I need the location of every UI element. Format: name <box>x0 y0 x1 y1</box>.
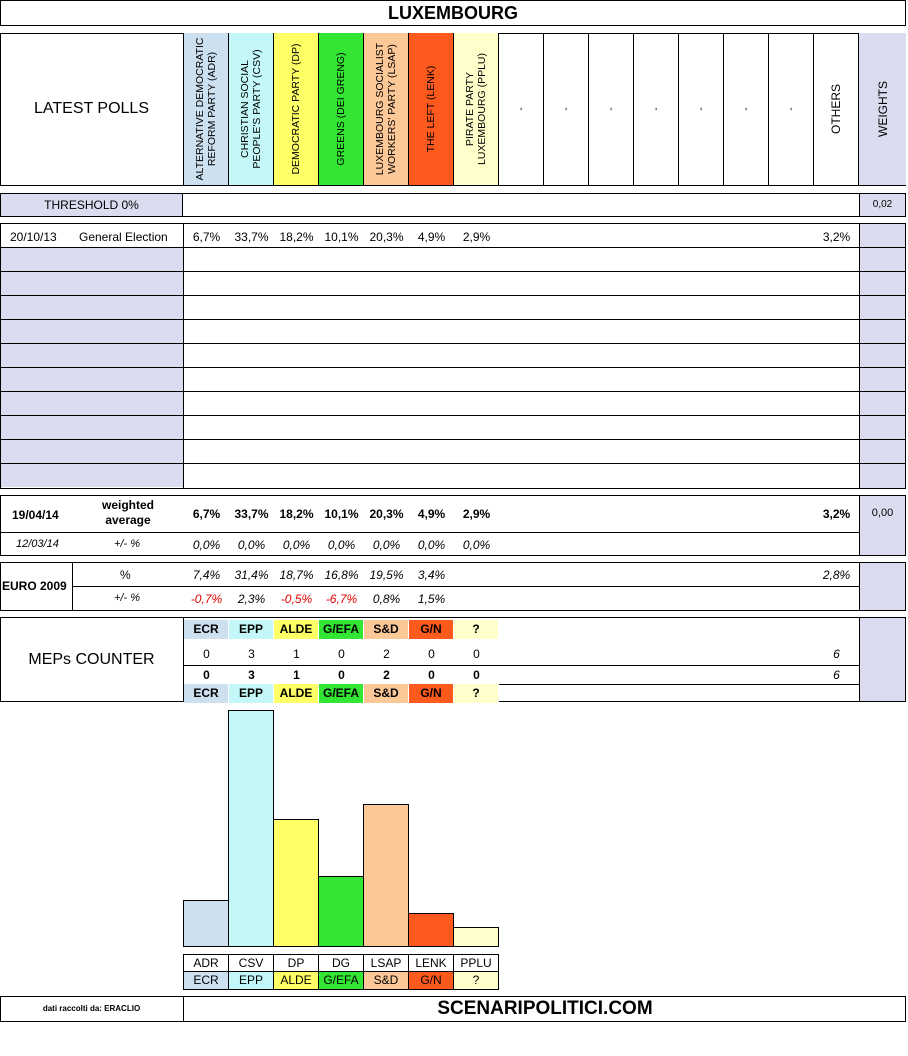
wa-value: 33,7% <box>234 507 269 521</box>
chart-group-label: ALDE <box>274 972 319 989</box>
group-tag: G/N <box>409 684 454 703</box>
threshold-weight: 0,02 <box>859 194 905 216</box>
election-value: 2,9% <box>462 230 491 244</box>
meps-seat-count: 0 <box>428 647 435 661</box>
party-header-name: GREENS (DEI GRENG) <box>335 52 347 166</box>
election-value: 18,2% <box>279 230 314 244</box>
chart-group-label: G/N <box>409 972 454 989</box>
meps-seat-count: 0 <box>473 647 480 661</box>
group-tag: S&D <box>364 684 409 703</box>
meps-total-1: 6 <box>833 647 840 661</box>
empty-poll-row <box>1 368 183 391</box>
party-header-name: - <box>695 107 707 111</box>
wa-diff-value: 0,0% <box>417 538 446 552</box>
chart-bar-csv <box>228 710 274 947</box>
election-value: 4,9% <box>417 230 446 244</box>
empty-poll-row <box>1 440 183 463</box>
chart-category-label: PPLU <box>454 955 499 972</box>
empty-poll-row <box>1 392 183 415</box>
footer-site: SCENARIPOLITICI.COM <box>437 998 653 1019</box>
meps-seat-count-bold: 2 <box>383 668 390 682</box>
euro-diff-label: +/- % <box>114 592 140 604</box>
group-tag: ALDE <box>274 684 319 703</box>
euro-value: 7,4% <box>192 568 221 582</box>
election-value: 10,1% <box>324 230 359 244</box>
wa-value: 20,3% <box>369 507 404 521</box>
euro-weight-cell <box>859 563 905 610</box>
euro-diff-value: 0,8% <box>372 592 401 606</box>
election-others: 3,2% <box>822 230 851 244</box>
chart-category-label: ADR <box>184 955 229 972</box>
meps-total-2: 6 <box>833 668 840 682</box>
meps-seat-count-bold: 1 <box>293 668 300 682</box>
empty-party-header <box>589 33 634 185</box>
group-tag: ALDE <box>274 620 319 639</box>
euro-others: 2,8% <box>822 568 851 582</box>
party-header <box>184 33 229 185</box>
chart-category-label: DG <box>319 955 364 972</box>
party-header-name: - <box>605 107 617 111</box>
meps-seat-count-bold: 0 <box>473 668 480 682</box>
party-header-name: THE LEFT (LENK) <box>425 65 437 153</box>
wa-weight: 0,00 <box>871 507 894 519</box>
empty-party-header <box>679 33 724 185</box>
election-value: 20,3% <box>369 230 404 244</box>
euro-diff-value: -6,7% <box>325 592 358 606</box>
empty-party-header <box>769 33 814 185</box>
euro-diff-value: 2,3% <box>237 592 266 606</box>
meps-seat-count-bold: 3 <box>248 668 255 682</box>
euro-value: 18,7% <box>279 568 314 582</box>
wa-value: 2,9% <box>462 507 491 521</box>
chart-category-label: LSAP <box>364 955 409 972</box>
party-header-name: CHRISTIAN SOCIAL PEOPLE'S PARTY (CSV) <box>239 49 263 169</box>
euro-diff-value: -0,5% <box>280 592 313 606</box>
chart-group-label: ECR <box>184 972 229 989</box>
empty-poll-row <box>1 464 183 487</box>
party-header-name: ALTERNATIVE DEMOCRATIC REFORM PARTY (ADR) <box>194 37 218 181</box>
party-header-name: DEMOCRATIC PARTY (DP) <box>290 43 302 175</box>
weights-header: WEIGHTS <box>859 33 906 185</box>
chart-bar-dp <box>273 819 319 947</box>
euro2009-label: EURO 2009 <box>2 579 67 593</box>
party-header <box>454 33 499 185</box>
euro-diff-value: -0,7% <box>190 592 223 606</box>
latest-polls-label: LATEST POLLS <box>0 33 184 185</box>
empty-party-header <box>544 33 589 185</box>
empty-poll-row <box>1 248 183 271</box>
wa-diff-value: 0,0% <box>327 538 356 552</box>
party-header <box>274 33 319 185</box>
meps-seat-count: 2 <box>383 647 390 661</box>
empty-poll-row <box>1 416 183 439</box>
euro-pct-label: % <box>120 568 131 582</box>
wa-value: 4,9% <box>417 507 446 521</box>
group-tag: S&D <box>364 620 409 639</box>
wa-value: 6,7% <box>192 507 221 521</box>
group-tag: EPP <box>229 620 274 639</box>
wa-label: weighted average <box>101 498 154 527</box>
polls-weights-column <box>859 224 905 488</box>
others-header: OTHERS <box>814 33 859 185</box>
empty-party-header <box>499 33 544 185</box>
group-tag: EPP <box>229 684 274 703</box>
wa-diff-value: 0,0% <box>192 538 221 552</box>
election-label: General Election <box>79 230 168 244</box>
euro-diff-value: 1,5% <box>417 592 446 606</box>
threshold-label: THRESHOLD 0% <box>1 194 183 216</box>
party-header-name: - <box>650 107 662 111</box>
wa-diff-label: +/- % <box>114 538 140 550</box>
wa-others: 3,2% <box>822 507 851 521</box>
meps-seat-count: 1 <box>293 647 300 661</box>
footer-credit: dati raccolti da: ERACLIO <box>42 1004 141 1013</box>
party-header <box>229 33 274 185</box>
chart-group-label: ? <box>454 972 499 989</box>
election-value: 6,7% <box>192 230 221 244</box>
party-header <box>409 33 454 185</box>
group-tag: ECR <box>184 684 229 703</box>
chart-category-label: CSV <box>229 955 274 972</box>
meps-seat-count-bold: 0 <box>203 668 210 682</box>
empty-party-header <box>634 33 679 185</box>
wa-prev-date: 12/03/14 <box>16 538 59 550</box>
empty-party-header <box>724 33 769 185</box>
meps-weight-cell <box>859 618 905 701</box>
party-header-name: - <box>740 107 752 111</box>
euro-value: 19,5% <box>369 568 404 582</box>
empty-poll-row <box>1 344 183 367</box>
party-header-name: PIRATE PARTY LUXEMBOURG (PPLU) <box>464 52 488 166</box>
wa-weight-cell <box>859 496 905 555</box>
wa-date: 19/04/14 <box>12 508 59 522</box>
group-tag: ? <box>454 620 499 639</box>
election-date: 20/10/13 <box>10 230 57 244</box>
chart-bar-pplu <box>453 927 499 947</box>
group-tag: G/N <box>409 620 454 639</box>
meps-seat-count: 0 <box>203 647 210 661</box>
chart-category-label: LENK <box>409 955 454 972</box>
wa-diff-value: 0,0% <box>372 538 401 552</box>
euro-value: 3,4% <box>417 568 446 582</box>
party-header <box>364 33 409 185</box>
party-header-name: LUXEMBOURG SOCIALIST WORKERS' PARTY (LSAP) <box>374 42 398 176</box>
group-tag: G/EFA <box>319 684 364 703</box>
party-header <box>319 33 364 185</box>
group-tag: ECR <box>184 620 229 639</box>
chart-category-label: DP <box>274 955 319 972</box>
chart-bar-lsap <box>363 804 409 947</box>
wa-diff-value: 0,0% <box>462 538 491 552</box>
chart-group-label: G/EFA <box>319 972 364 989</box>
meps-seat-count-bold: 0 <box>338 668 345 682</box>
chart-bar-dg <box>318 876 364 947</box>
euro-value: 16,8% <box>324 568 359 582</box>
group-tag: ? <box>454 684 499 703</box>
group-tag: G/EFA <box>319 620 364 639</box>
euro-value: 31,4% <box>234 568 269 582</box>
chart-group-label: EPP <box>229 972 274 989</box>
meps-seat-count: 3 <box>248 647 255 661</box>
election-value: 33,7% <box>234 230 269 244</box>
wa-diff-value: 0,0% <box>237 538 266 552</box>
meps-counter-label: MEPs COUNTER <box>28 650 155 668</box>
chart-bar-adr <box>183 900 229 947</box>
wa-value: 18,2% <box>279 507 314 521</box>
empty-poll-row <box>1 296 183 319</box>
party-header-name: - <box>785 107 797 111</box>
chart-bar-lenk <box>408 913 454 947</box>
meps-seat-count: 0 <box>338 647 345 661</box>
wa-diff-value: 0,0% <box>282 538 311 552</box>
empty-poll-row <box>1 272 183 295</box>
country-title: LUXEMBOURG <box>0 0 906 26</box>
empty-poll-row <box>1 320 183 343</box>
party-header-name: - <box>515 107 527 111</box>
wa-value: 10,1% <box>324 507 359 521</box>
chart-group-label: S&D <box>364 972 409 989</box>
party-header-name: - <box>560 107 572 111</box>
meps-seat-count-bold: 0 <box>428 668 435 682</box>
